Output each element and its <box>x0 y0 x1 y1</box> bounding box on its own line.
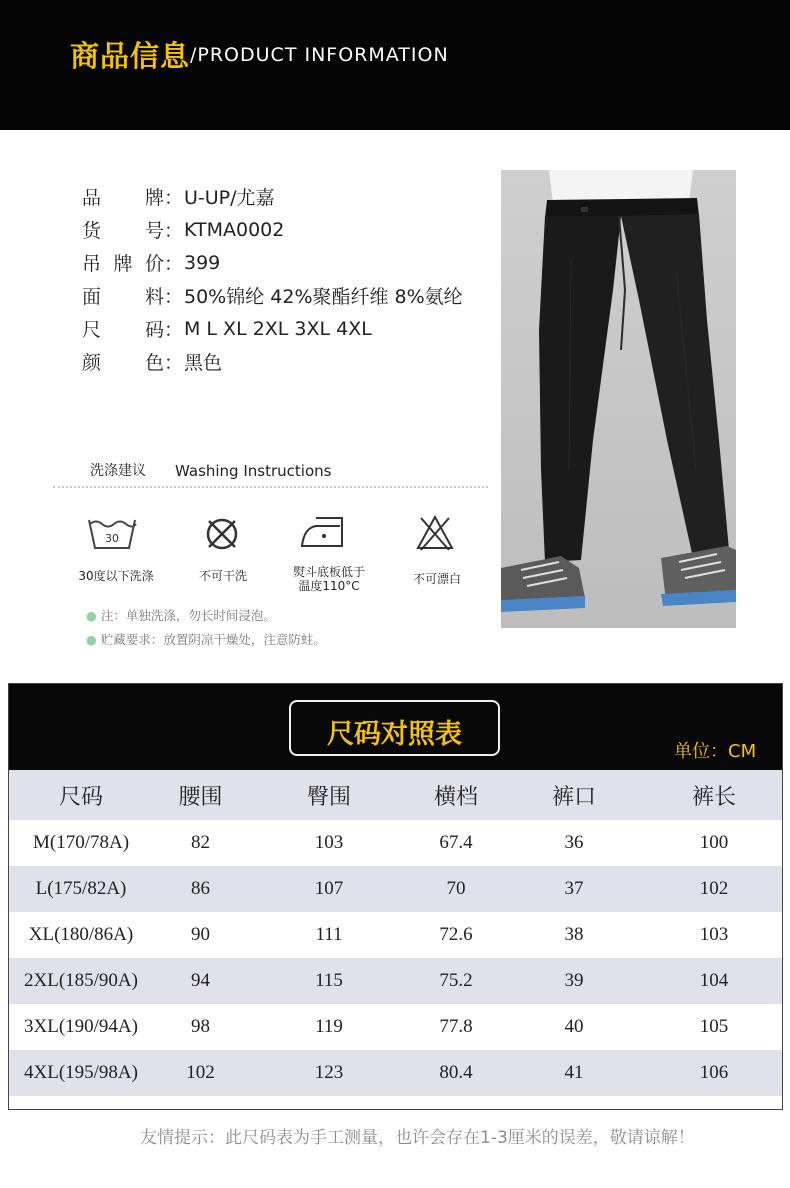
info-row-fabric: 面 料 ： 50%锦纶 42%聚酯纤维 8%氨纶 <box>82 279 463 312</box>
info-value: M L XL 2XL 3XL 4XL <box>184 317 372 340</box>
table-row <box>9 958 782 1004</box>
table-cell: 70 <box>410 866 502 912</box>
info-row-price: 吊 牌 价 ： 399 <box>82 246 463 279</box>
table-cell: XL(180/86A) <box>9 912 153 958</box>
info-label: 面 料 <box>82 286 164 308</box>
table-cell: 105 <box>646 1004 782 1050</box>
table-cell: 102 <box>153 1050 248 1096</box>
no-bleach-icon <box>415 514 455 552</box>
table-cell: 67.4 <box>410 820 502 866</box>
info-value: KTMA0002 <box>184 218 285 241</box>
table-cell: 72.6 <box>410 912 502 958</box>
wash-temp-number: 30 <box>105 532 119 545</box>
size-tip: 友情提示：此尺码表为手工测量，也许会存在1-3厘米的误差，敬请谅解！ <box>140 1128 695 1148</box>
table-cell: 4XL(195/98A) <box>9 1050 153 1096</box>
table-cell: 111 <box>248 912 410 958</box>
column-header: 尺码 <box>9 770 153 820</box>
table-cell: 103 <box>646 912 782 958</box>
wash-caption: 不可漂白 <box>412 572 461 586</box>
table-cell: 100 <box>646 820 782 866</box>
table-cell: 38 <box>502 912 646 958</box>
wash-caption-line: 熨斗底板低于 <box>292 565 365 579</box>
table-cell: 103 <box>248 820 410 866</box>
iron-low-icon <box>300 514 348 550</box>
info-value: 50%锦纶 42%聚酯纤维 8%氨纶 <box>184 286 463 308</box>
info-value: 399 <box>184 251 221 274</box>
table-cell: 102 <box>646 866 782 912</box>
info-label: 颜 色 <box>82 352 164 374</box>
washing-title-en: Washing Instructions <box>175 462 332 480</box>
table-cell: 123 <box>248 1050 410 1096</box>
column-header: 腰围 <box>153 770 248 820</box>
table-cell: 82 <box>153 820 248 866</box>
wash-caption: 30度以下洗涤 <box>78 569 154 583</box>
size-chart-unit: 单位：CM <box>674 741 757 762</box>
care-note-text: 注：单独洗涤，勿长时间浸泡。 <box>100 608 276 623</box>
wash-caption-line: 温度110°C <box>298 579 360 593</box>
table-cell: 119 <box>248 1004 410 1050</box>
table-cell: 107 <box>248 866 410 912</box>
no-dry-clean-icon <box>204 516 240 552</box>
table-cell: 2XL(185/90A) <box>9 958 153 1004</box>
info-row-brand: 品 牌 ： U-UP/尤嘉 <box>82 180 463 213</box>
wash-30-icon <box>86 514 138 550</box>
table-row <box>9 866 782 912</box>
info-label: 尺 码 <box>82 319 164 341</box>
product-photo <box>501 170 736 628</box>
bullet-icon: ● <box>86 632 97 647</box>
size-chart-title: 尺码对照表 <box>327 719 462 750</box>
header-subtitle: /PRODUCT INFORMATION <box>190 44 449 66</box>
header-title: 商品信息 <box>70 39 191 73</box>
table-cell: 3XL(190/94A) <box>9 1004 153 1050</box>
info-label: 吊 牌 价 <box>82 253 164 275</box>
bullet-icon: ● <box>86 608 97 623</box>
table-cell: 98 <box>153 1004 248 1050</box>
product-info-list <box>82 180 463 378</box>
washing-title-cn: 洗涤建议 <box>90 463 146 479</box>
table-cell: 86 <box>153 866 248 912</box>
size-chart <box>8 683 783 1110</box>
care-note <box>86 606 276 624</box>
table-cell: M(170/78A) <box>9 820 153 866</box>
table-cell: 36 <box>502 820 646 866</box>
info-row-color: 颜 色 ： 黑色 <box>82 345 463 378</box>
info-label: 品 牌 <box>82 187 164 209</box>
info-label: 货 号 <box>82 220 164 242</box>
header-band <box>0 0 790 130</box>
column-header: 横档 <box>410 770 502 820</box>
wash-caption: 不可干洗 <box>198 569 247 583</box>
table-cell: L(175/82A) <box>9 866 153 912</box>
size-chart-title-box <box>289 700 500 756</box>
table-cell: 40 <box>502 1004 646 1050</box>
column-header: 裤口 <box>502 770 646 820</box>
care-note <box>86 630 326 648</box>
size-chart-header <box>9 684 782 770</box>
size-table <box>9 770 782 1096</box>
column-header: 裤长 <box>646 770 782 820</box>
table-row <box>9 912 782 958</box>
table-cell: 77.8 <box>410 1004 502 1050</box>
table-cell: 106 <box>646 1050 782 1096</box>
table-cell: 37 <box>502 866 646 912</box>
black-pants-model-photo <box>501 170 736 628</box>
table-cell: 115 <box>248 958 410 1004</box>
table-cell: 41 <box>502 1050 646 1096</box>
info-row-sku: 货 号 ： KTMA0002 <box>82 213 463 246</box>
care-note-text: 贮藏要求：放置阴凉干燥处，注意防蛀。 <box>100 632 326 647</box>
table-cell: 75.2 <box>410 958 502 1004</box>
table-cell: 104 <box>646 958 782 1004</box>
table-row <box>9 1004 782 1050</box>
wash-caption <box>282 565 376 593</box>
table-cell: 80.4 <box>410 1050 502 1096</box>
table-row <box>9 1050 782 1096</box>
info-row-size: 尺 码 ： M L XL 2XL 3XL 4XL <box>82 312 463 345</box>
size-table-header-row <box>9 770 782 820</box>
table-cell: 39 <box>502 958 646 1004</box>
column-header: 臀围 <box>248 770 410 820</box>
info-value: 黑色 <box>184 352 223 374</box>
table-cell: 94 <box>153 958 248 1004</box>
washing-divider <box>53 486 488 488</box>
table-row <box>9 820 782 866</box>
info-value: U-UP/尤嘉 <box>184 187 275 209</box>
table-cell: 90 <box>153 912 248 958</box>
